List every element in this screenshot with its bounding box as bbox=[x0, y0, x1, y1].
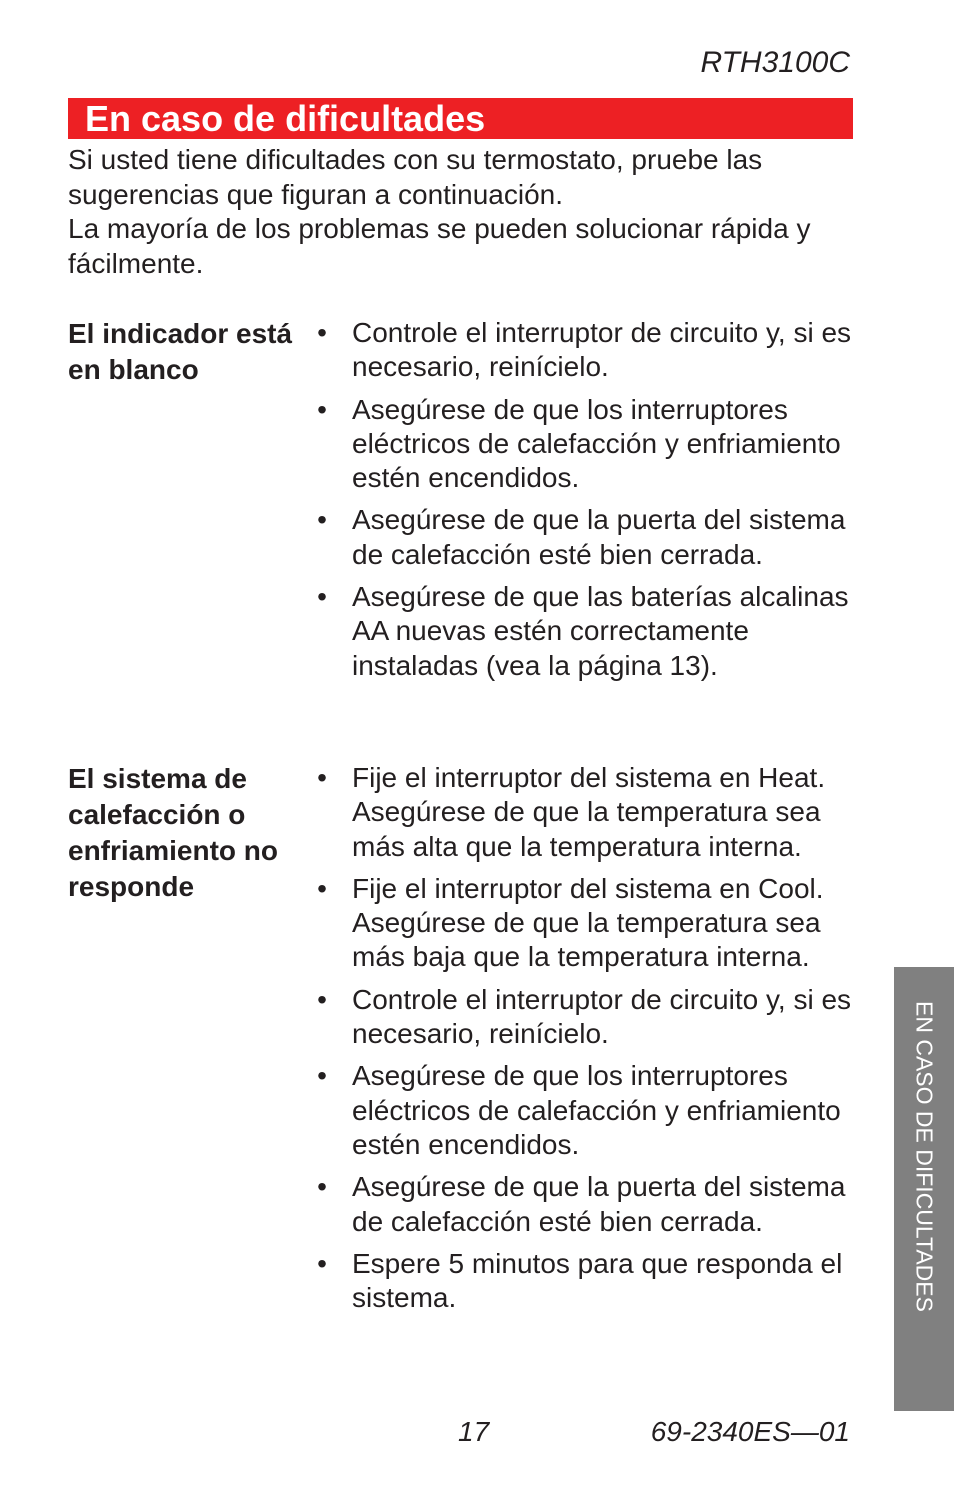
solution-text: Controle el interruptor de circuito y, si es necesario, reinícielo. bbox=[352, 317, 852, 383]
intro-text bbox=[68, 143, 858, 281]
solution-text: Asegúrese de que los interruptores eléctricos de calefacción y enfriamiento estén encendidos. bbox=[352, 1060, 841, 1160]
solution-text: Espere 5 minutos para que responda el sistema. bbox=[352, 1247, 843, 1314]
solution-text: Asegúrese de que las baterías alcalinas AA nuevas estén correctamente instaladas (vea la página 13). bbox=[352, 581, 849, 681]
document-number: 69-2340ES—01 bbox=[650, 1416, 850, 1447]
page-title: En caso de dificultades bbox=[85, 98, 486, 139]
section-title-bar bbox=[68, 98, 853, 139]
side-tab-label: EN CASO DE DIFICULTADES bbox=[911, 1001, 938, 1312]
bullet-icon: • bbox=[317, 872, 327, 904]
bullet-icon: • bbox=[317, 1247, 327, 1279]
bullet-icon: • bbox=[317, 581, 327, 613]
solution-list bbox=[312, 761, 872, 1323]
solution-item bbox=[312, 983, 872, 1052]
solution-text: Controle el interruptor de circuito y, si es necesario, reinícielo. bbox=[352, 983, 852, 1050]
solution-text: Asegúrese de que la puerta del sistema de calefacción esté bien cerrada. bbox=[352, 1171, 846, 1237]
model-number: RTH3100C bbox=[700, 46, 850, 79]
bullet-icon: • bbox=[317, 762, 327, 793]
page-number: 17 bbox=[458, 1416, 490, 1447]
solution-item bbox=[312, 1059, 872, 1162]
bullet-icon: • bbox=[317, 1171, 327, 1203]
intro-paragraph: Si usted tiene dificultades con su termostato, pruebe las sugerencias que figuran a continuación. bbox=[68, 144, 763, 210]
solution-item bbox=[312, 1247, 872, 1316]
solution-item bbox=[312, 872, 872, 975]
intro-paragraph: La mayoría de los problemas se pueden solucionar rápida y fácilmente. bbox=[68, 213, 811, 279]
solution-text: Fije el interruptor del sistema en Heat. Asegúrese de que la temperatura sea más alta que la temperatura interna. bbox=[352, 762, 826, 862]
bullet-icon: • bbox=[317, 504, 327, 536]
solution-item bbox=[312, 761, 872, 864]
solution-text: Asegúrese de que los interruptores eléctricos de calefacción y enfriamiento estén encendidos. bbox=[352, 393, 841, 494]
solution-list bbox=[312, 316, 872, 691]
bullet-icon: • bbox=[317, 1060, 327, 1092]
solution-item bbox=[312, 1170, 872, 1239]
problem-heading: El indicador está en blanco bbox=[68, 318, 293, 385]
bullet-icon: • bbox=[317, 393, 327, 425]
solution-item bbox=[312, 393, 872, 496]
side-tab bbox=[894, 967, 954, 1411]
solution-item bbox=[312, 580, 872, 683]
problem-heading: El sistema de calefacción o enfriamiento no responde bbox=[68, 763, 279, 902]
bullet-icon: • bbox=[317, 983, 327, 1015]
solution-item bbox=[312, 316, 872, 385]
bullet-icon: • bbox=[317, 317, 327, 348]
solution-item bbox=[312, 503, 872, 572]
solution-text: Fije el interruptor del sistema en Cool. Asegúrese de que la temperatura sea más baja que la temperatura interna. bbox=[352, 872, 824, 973]
solution-text: Asegúrese de que la puerta del sistema de calefacción esté bien cerrada. bbox=[352, 504, 846, 570]
